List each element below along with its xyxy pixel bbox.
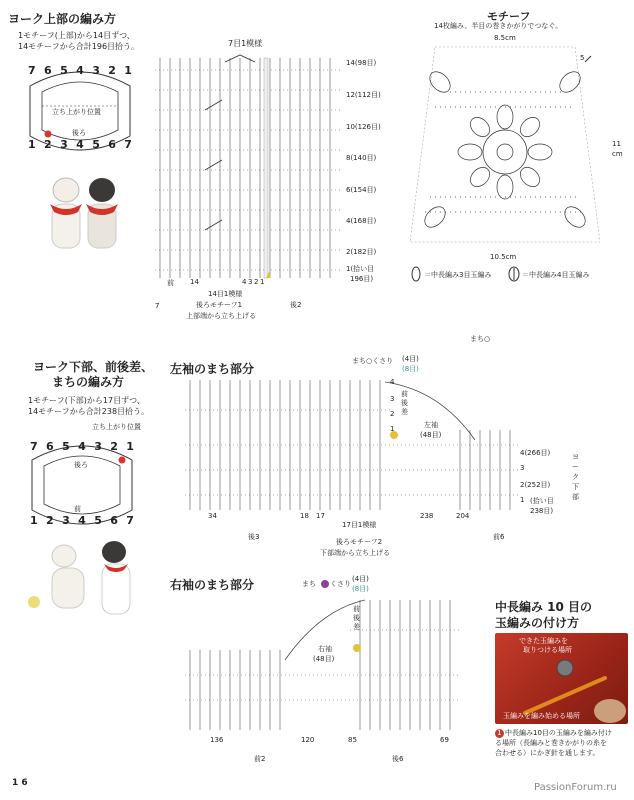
- ring-num: 1: [126, 440, 134, 453]
- upper-row-14: 14(98目): [346, 59, 377, 67]
- ring-num: 7: [126, 514, 134, 527]
- right-sleeve-count: (48目): [313, 655, 335, 663]
- upper-bottom-14: 14: [190, 278, 199, 286]
- tip-photo-label-1: できた玉編みを: [519, 637, 568, 645]
- left-sleeve-stitch-chart: [180, 370, 550, 520]
- right-num-69: 69: [440, 736, 449, 744]
- ring-num: 4: [78, 514, 86, 527]
- ring-num: 3: [92, 64, 100, 77]
- left-row-2: 2: [390, 410, 395, 418]
- left-row-3: 3: [390, 395, 395, 403]
- upper-row-1-count: 196目): [350, 275, 374, 283]
- left-row-4: 4: [390, 378, 395, 386]
- tip-photo-label-2: 取りつける場所: [523, 646, 572, 654]
- left-sleeve-count: (48目): [420, 431, 442, 439]
- tip-photo: [495, 633, 628, 724]
- upper-row-12: 12(112目): [346, 91, 381, 99]
- right-sleeve-label: 右袖: [318, 645, 332, 653]
- left-sleeve-title: 左袖のまち部分: [170, 362, 255, 376]
- ring-num: 3: [62, 514, 70, 527]
- motif-stitch-chart: [405, 42, 605, 252]
- ring-num: 4: [76, 64, 84, 77]
- upper-row-2: 2(182目): [346, 248, 377, 256]
- upper-bottom-3: 3: [248, 278, 253, 286]
- left-num-17: 17: [316, 512, 325, 520]
- yoke-lower-back-label: 後ろ: [74, 461, 88, 469]
- ring-num: 3: [60, 138, 68, 151]
- upper-repeat-label: 7目1模様: [228, 39, 263, 48]
- upper-stitch-chart: [150, 50, 345, 285]
- yoke-lower-desc-1: 1モチーフ(下部)から17目ずつ、: [28, 396, 145, 405]
- left-right-row-1-count: 238目): [530, 507, 554, 515]
- yoke-upper-ring-bottom: [28, 138, 132, 156]
- ring-num: 7: [30, 440, 38, 453]
- right-machi-n: (4目): [352, 575, 369, 583]
- left-yoke-label: ヨーク下部: [572, 453, 579, 501]
- left-right-row-3: 3: [520, 464, 525, 472]
- ring-num: 2: [46, 514, 54, 527]
- left-repeat: 17目1模様: [342, 521, 377, 529]
- upper-left-num: 7: [155, 302, 160, 310]
- right-sleeve-stitch-chart: [180, 590, 470, 740]
- yoke-lower-ring-bottom: [30, 514, 134, 532]
- yoke-lower-front-label: 前: [74, 505, 81, 513]
- yoke-lower-ring-top: [30, 440, 134, 458]
- ring-num: 2: [110, 440, 118, 453]
- left-back-3: 後3: [248, 533, 260, 541]
- yoke-upper-back-label: 後ろ: [72, 129, 86, 137]
- left-num-238: 238: [420, 512, 434, 520]
- puff-3-icon: [410, 266, 422, 282]
- left-right-row-4: 4(266目): [520, 449, 551, 457]
- upper-bottom-4: 4: [242, 278, 247, 286]
- ring-num: 6: [44, 64, 52, 77]
- right-front-2: 前2: [254, 755, 266, 763]
- ring-num: 1: [30, 514, 38, 527]
- yoke-lower-title-2: まちの編み方: [52, 375, 125, 389]
- upper-back-motif: 後ろモチーフ1: [196, 301, 243, 309]
- puff-4-icon: [508, 266, 520, 282]
- upper-row-8: 8(140目): [346, 154, 377, 162]
- purple-dot-icon: [320, 579, 330, 589]
- left-row-1: 1: [390, 425, 395, 433]
- left-right-row-2: 2(252目): [520, 481, 551, 489]
- tip-title-2: 玉編みの付け方: [495, 616, 580, 630]
- left-sa-label: 前後差: [401, 390, 408, 416]
- motif-legend-2: ＝中長編み4目玉編み: [522, 271, 590, 279]
- ring-num: 3: [94, 440, 102, 453]
- left-front-6: 前6: [493, 533, 505, 541]
- sheep-illustration: [38, 168, 128, 258]
- yoke-lower-start-label: 立ち上がり位置: [92, 423, 141, 431]
- upper-repeat-bottom: 14目1模様: [208, 290, 243, 298]
- upper-bottom-front: 前: [167, 279, 174, 287]
- ring-num: 7: [124, 138, 132, 151]
- left-num-18: 18: [300, 512, 309, 520]
- motif-height: 11: [612, 140, 621, 148]
- upper-bottom-2: 2: [254, 278, 259, 286]
- upper-back-2: 後2: [290, 301, 302, 309]
- right-num-136: 136: [210, 736, 224, 744]
- left-back-motif-2: 下部端から立ち上げる: [320, 549, 390, 557]
- tip-caption-2: る場所（長編みと巻きかがりの糸を: [495, 739, 607, 747]
- ring-num: 6: [110, 514, 118, 527]
- left-machi-n: (4目): [402, 355, 419, 363]
- yoke-lower-title-1: ヨーク下部、前後差、: [33, 360, 154, 374]
- ring-num: 4: [78, 440, 86, 453]
- yoke-upper-desc-1: 1モチーフ(上部)から14目ずつ、: [18, 31, 135, 40]
- ring-num: 6: [46, 440, 54, 453]
- ring-num: 2: [108, 64, 116, 77]
- ring-num: 2: [44, 138, 52, 151]
- machi-label: まち○: [470, 335, 491, 343]
- right-machi-n2: (8目): [352, 585, 369, 593]
- left-back-motif: 後ろモチーフ2: [336, 538, 383, 546]
- yoke-lower-desc-2: 14モチーフから合計238目拾う。: [28, 407, 150, 416]
- upper-row-6: 6(154目): [346, 186, 377, 194]
- sheep-illustration-2: [22, 538, 142, 623]
- ring-num: 1: [28, 138, 36, 151]
- motif-bottom-width: 10.5cm: [490, 253, 517, 261]
- motif-height-unit: cm: [612, 150, 623, 158]
- yoke-upper-title: ヨーク上部の編み方: [8, 12, 117, 26]
- yoke-upper-start-label: 立ち上がり位置: [52, 108, 101, 116]
- motif-start-num: 5: [580, 54, 585, 62]
- right-back-6: 後6: [392, 755, 404, 763]
- yoke-upper-desc-2: 14モチーフから合計196目拾う。: [18, 42, 140, 51]
- upper-bottom-1: 1: [260, 278, 265, 286]
- upper-back-motif-2: 上部端から立ち上げる: [186, 312, 256, 320]
- ring-num: 7: [28, 64, 36, 77]
- right-sa-label: 前後差: [353, 605, 360, 631]
- upper-row-4: 4(168目): [346, 217, 377, 225]
- tip-photo-label-3: 玉編みを編み始める場所: [503, 712, 580, 720]
- upper-row-1: 1(拾い目: [346, 265, 375, 273]
- tip-step-badge: 1: [495, 729, 504, 738]
- motif-width: 8.5cm: [494, 34, 516, 42]
- page-number: 1 6: [12, 778, 28, 788]
- motif-title: モチーフ: [487, 10, 531, 23]
- ring-num: 5: [60, 64, 68, 77]
- right-num-120: 120: [301, 736, 315, 744]
- left-num-34: 34: [208, 512, 217, 520]
- motif-legend-1: ＝中長編み3目玉編み: [424, 271, 492, 279]
- ring-num: 5: [94, 514, 102, 527]
- ring-num: 1: [124, 64, 132, 77]
- tip-caption-3: 合わせる）にかぎ針を通します。: [495, 749, 600, 757]
- right-machi-label: まち: [302, 580, 316, 588]
- tip-title-1: 中長編み 10 目の: [495, 600, 593, 614]
- right-machi-label-2: くさり: [330, 580, 351, 588]
- yoke-upper-ring-top: [28, 64, 132, 82]
- left-right-row-1: 1: [520, 496, 525, 504]
- left-sleeve-label: 左袖: [424, 421, 438, 429]
- upper-row-10: 10(126目): [346, 123, 381, 131]
- left-machi-n2: (8目): [402, 365, 419, 373]
- left-right-row-1-pick: (拾い目: [530, 497, 554, 505]
- ring-num: 6: [108, 138, 116, 151]
- watermark: PassionForum.ru: [534, 782, 617, 793]
- left-num-204: 204: [456, 512, 470, 520]
- right-sleeve-title: 右袖のまち部分: [170, 578, 255, 592]
- left-machi-label: まち○くさり: [352, 357, 394, 365]
- right-num-85: 85: [348, 736, 357, 744]
- ring-num: 5: [62, 440, 70, 453]
- tip-caption-1: 中長編み10目の玉編みを編み付け: [505, 729, 612, 737]
- ring-num: 5: [92, 138, 100, 151]
- motif-desc: 14枚編み、半目の巻きかがりでつなぐ。: [434, 22, 563, 30]
- ring-num: 4: [76, 138, 84, 151]
